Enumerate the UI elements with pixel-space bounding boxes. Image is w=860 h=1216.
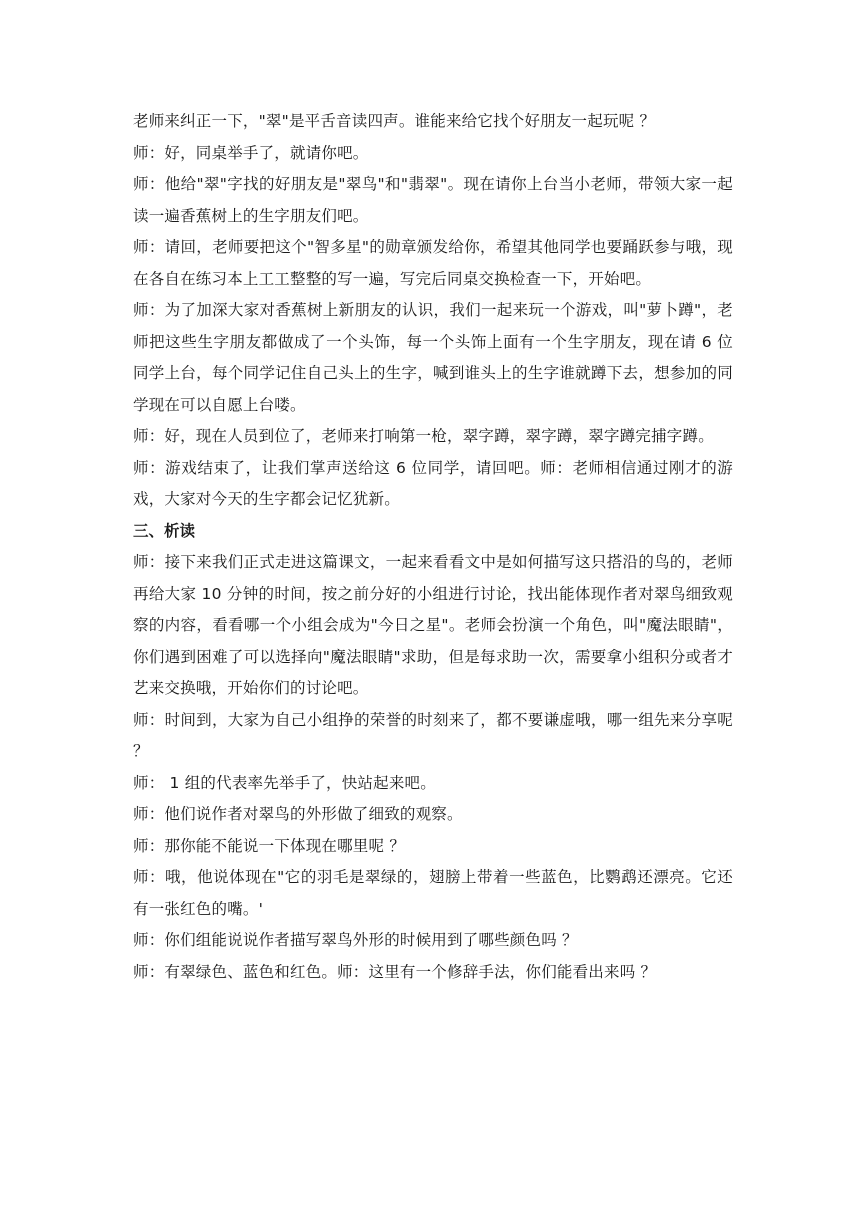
- paragraph: 师：时间到，大家为自己小组挣的荣誉的时刻来了，都不要谦虚哦，哪一组先来分享呢 ？: [133, 710, 733, 760]
- paragraph: 师：游戏结束了，让我们掌声送给这 6 位同学，请回吧。师：老师相信通过刚才的游戏，大家对今天的生字都会记忆犹新。: [133, 458, 733, 508]
- paragraph: 师：好，同桌举手了，就请你吧。: [133, 143, 369, 162]
- paragraph: 师： 1 组的代表率先举手了，快站起来吧。: [133, 773, 436, 792]
- paragraph: 老师来纠正一下，"翠"是平舌音读四声。谁能来给它找个好朋友一起玩呢 ？: [133, 112, 656, 130]
- section-heading: 三、析读: [133, 521, 196, 540]
- document-body: [133, 106, 733, 988]
- paragraph: 师：那你能不能说一下体现在哪里呢 ？: [133, 836, 406, 855]
- paragraph: 师：请回，老师要把这个"智多星"的勋章颁发给你，希望其他同学也要踊跃参与哦，现在各自在练习本上工工整整的写一遍，写完后同桌交换检查一下，开始吧。: [133, 238, 733, 288]
- paragraph: 师：你们组能说说作者描写翠鸟外形的时候用到了哪些颜色吗 ？: [133, 931, 578, 949]
- paragraph: 师：哦，他说体现在"它的羽毛是翠绿的，翅膀上带着一些蓝色，比鹦鹉还漂亮。它还有一张红色的嘴。': [133, 868, 733, 918]
- paragraph: 师：为了加深大家对香蕉树上新朋友的认识，我们一起来玩一个游戏，叫"萝卜蹲"，老师把这些生字朋友都做成了一个头饰，每一个头饰上面有一个生字朋友，现在请 6 位同学上台，每个同学记住自己头上的生字，喊到谁头上的生字谁就蹲下去，想参加的同学现在可以自愿上台喽。: [133, 301, 733, 414]
- paragraph: 师：好，现在人员到位了，老师来打响第一枪，翠字蹲，翠字蹲，翠字蹲完捕字蹲。: [133, 427, 714, 445]
- paragraph: 师：有翠绿色、蓝色和红色。师：这里有一个修辞手法，你们能看出来吗 ？: [133, 962, 657, 981]
- paragraph: 师：接下来我们正式走进这篇课文，一起来看看文中是如何描写这只搭沿的鸟的，老师再给大家 10 分钟的时间，按之前分好的小组进行讨论，找出能体现作者对翠鸟细致观察的内容，看看哪一个小组会成为"今日之星"。老师会扮演一个角色，叫"魔法眼睛"，你们遇到困难了可以选择向"魔法眼睛"求助，但是每求助一次，需要拿小组积分或者才艺来交换哦，开始你们的讨论吧。: [133, 553, 733, 697]
- paragraph: 师：他们说作者对翠鸟的外形做了细致的观察。: [133, 805, 463, 823]
- paragraph: 师：他给"翠"字找的好朋友是"翠鸟"和"翡翠"。现在请你上台当小老师，带领大家一起读一遍香蕉树上的生字朋友们吧。: [133, 175, 733, 225]
